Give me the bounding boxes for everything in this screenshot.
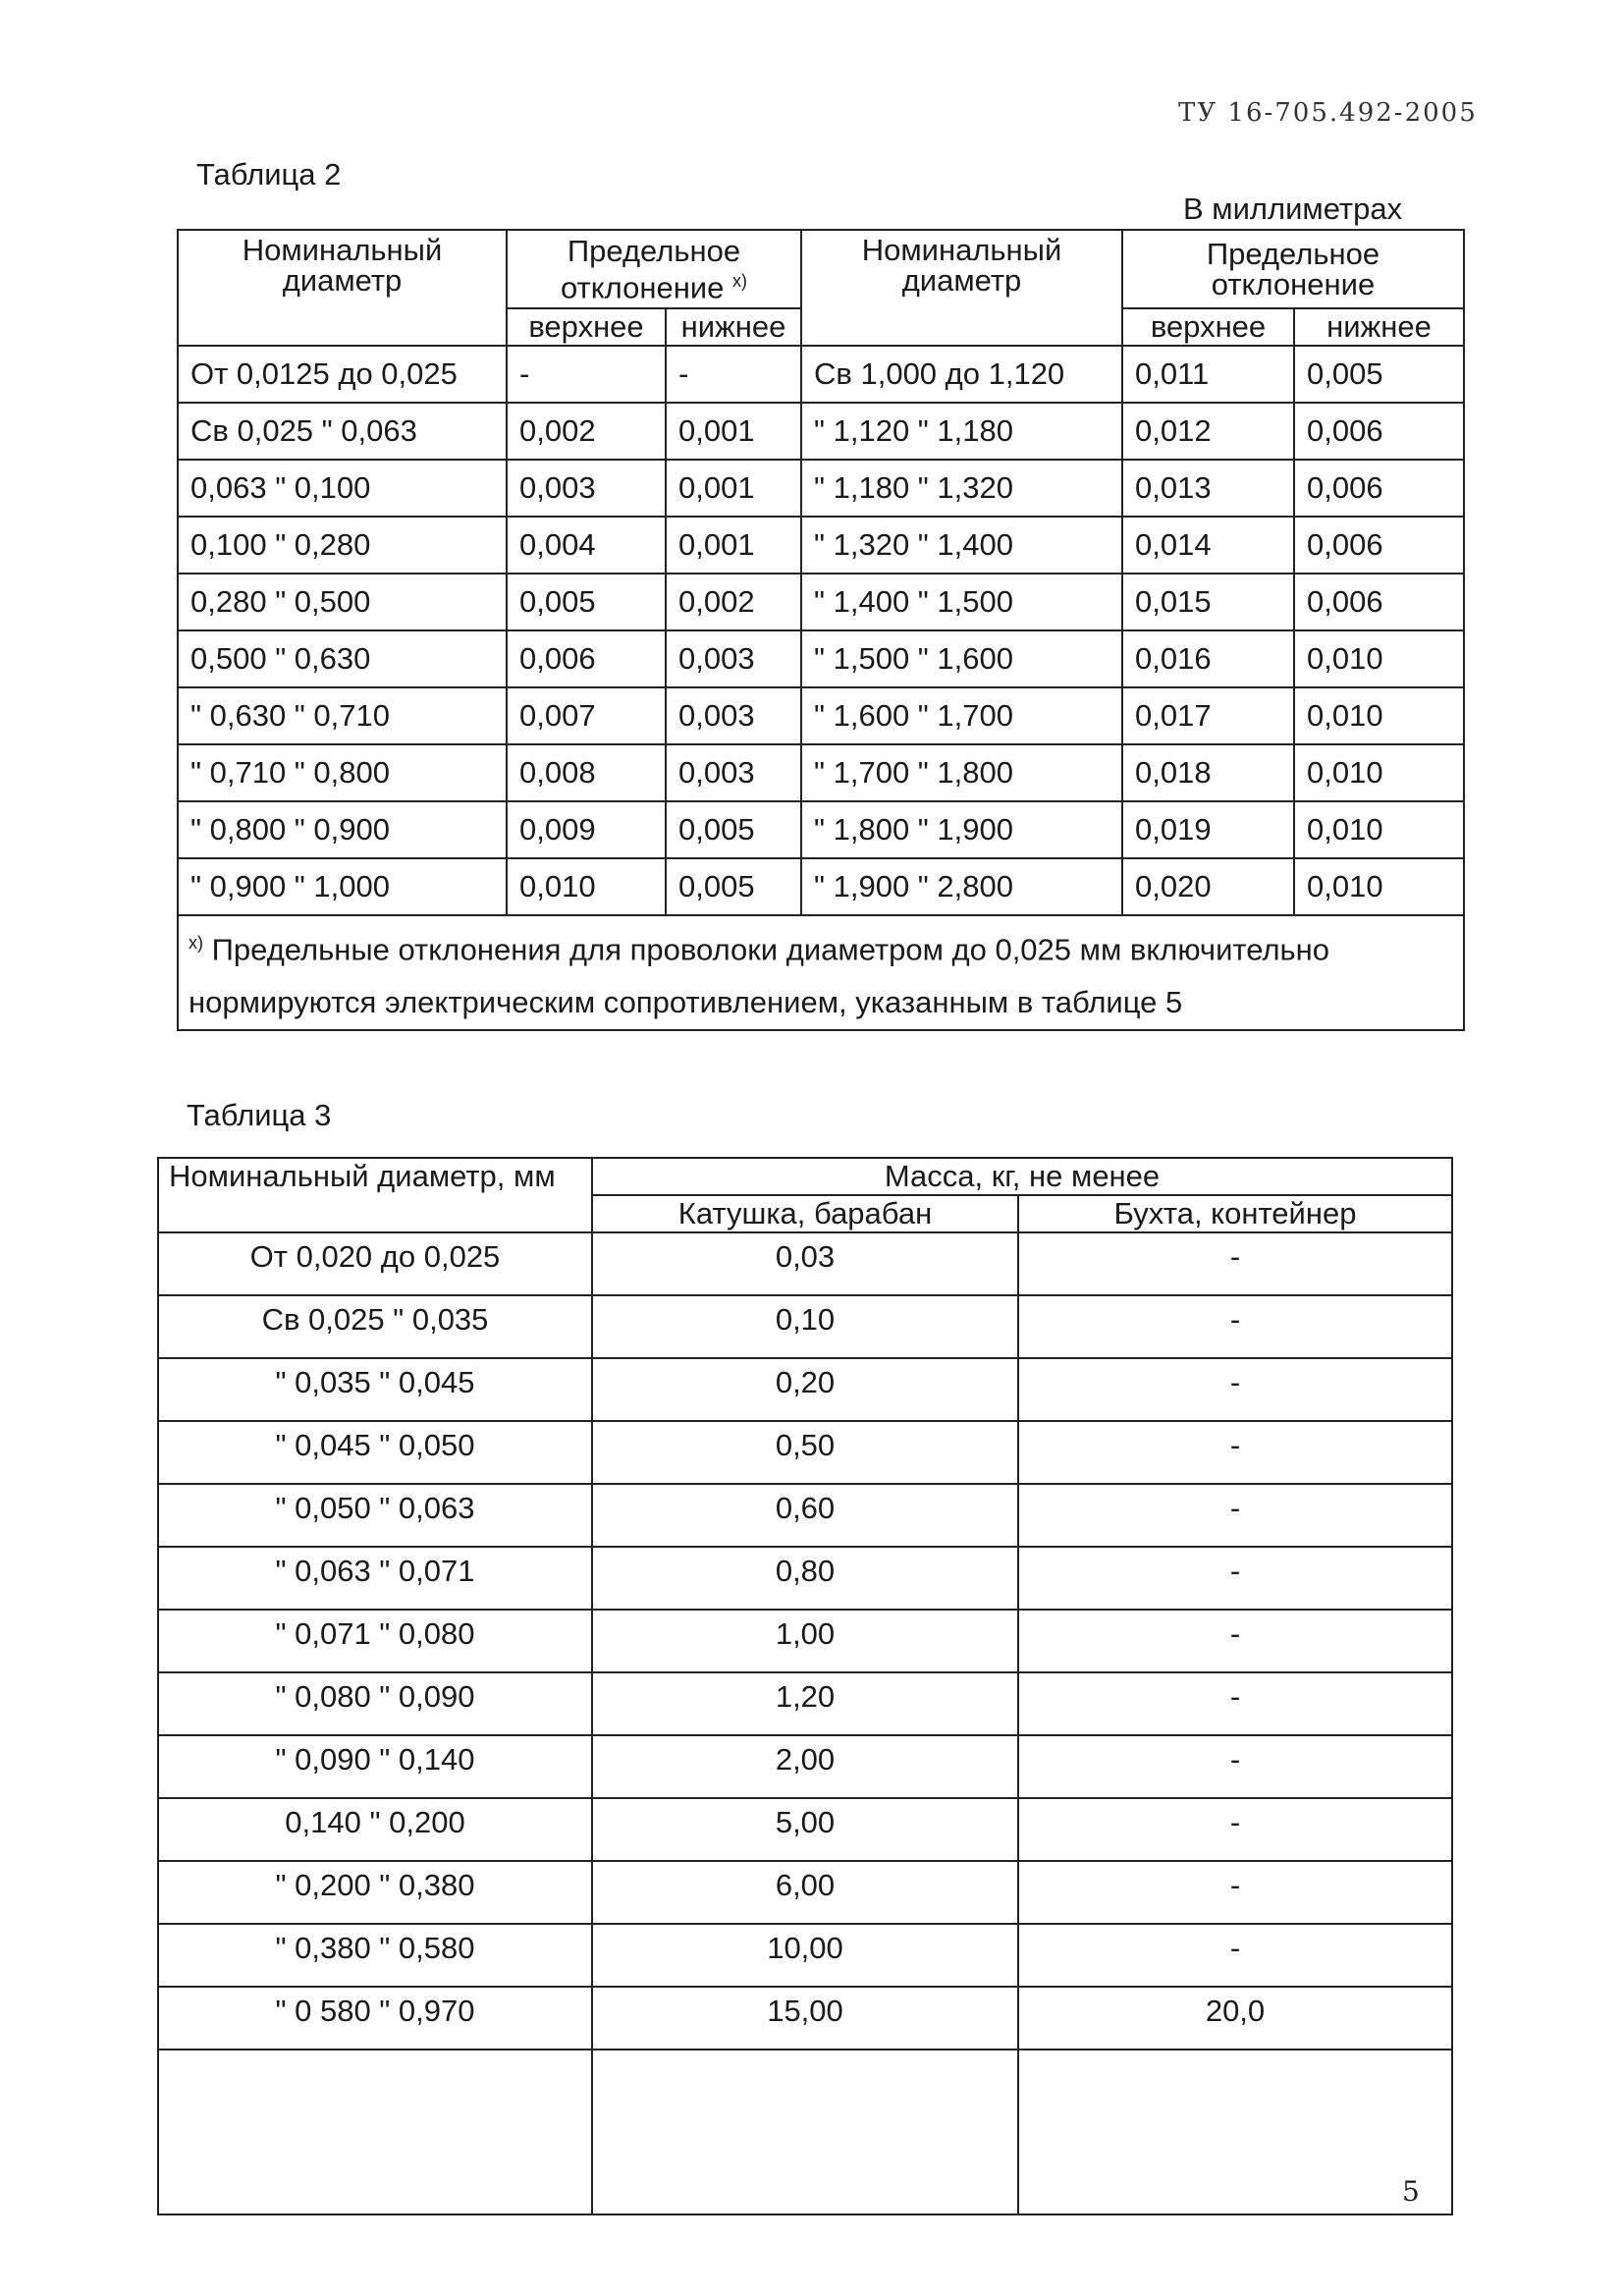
header-lower-1: нижнее: [666, 308, 801, 346]
diameter-range-cell: " 1,180 " 1,320: [801, 460, 1122, 517]
table-row: [158, 1798, 1452, 1861]
header-deviation-2: Предельное отклонение: [1122, 230, 1464, 308]
table-row: [158, 1672, 1452, 1735]
table-row: [178, 403, 1464, 460]
upper-deviation-cell: 0,019: [1122, 801, 1294, 858]
lower-deviation-cell: 0,005: [1294, 346, 1464, 403]
spool-mass-cell: 1,20: [592, 1672, 1018, 1735]
table-row: [178, 744, 1464, 801]
lower-deviation-cell: 0,010: [1294, 744, 1464, 801]
coil-mass-cell: -: [1018, 1735, 1452, 1798]
lower-deviation-cell: 0,003: [666, 630, 801, 687]
spool-mass-cell: 0,50: [592, 1421, 1018, 1484]
table2-footnote: $^{x)}$ Предельные отклонения для проволоки диаметром до 0,025 мм включительно нормируются электрическим сопротивлением, указанным в таблице 5: [178, 915, 1464, 1030]
diameter-range-cell: " 1,900 " 2,800: [801, 858, 1122, 915]
diameter-range-cell: Св 0,025 " 0,035: [158, 1295, 592, 1358]
table-row: [158, 1610, 1452, 1672]
diameter-range-cell: " 0,080 " 0,090: [158, 1672, 592, 1735]
diameter-range-cell: " 0,090 " 0,140: [158, 1735, 592, 1798]
upper-deviation-cell: 0,007: [507, 687, 666, 744]
lower-deviation-cell: 0,010: [1294, 801, 1464, 858]
spool-mass-cell: 1,00: [592, 1610, 1018, 1672]
spool-mass-cell: 0,60: [592, 1484, 1018, 1547]
diameter-range-cell: 0,500 " 0,630: [178, 630, 507, 687]
table-row: [178, 630, 1464, 687]
upper-deviation-cell: 0,008: [507, 744, 666, 801]
diameter-range-cell: 0,100 " 0,280: [178, 517, 507, 574]
header-nominal-diameter-2: Номинальный диаметр: [801, 230, 1122, 346]
diameter-range-cell: 0,140 " 0,200: [158, 1798, 592, 1861]
lower-deviation-cell: 0,003: [666, 744, 801, 801]
diameter-range-cell: От 0,020 до 0,025: [158, 1232, 592, 1295]
table-row: [178, 460, 1464, 517]
coil-mass-cell: -: [1018, 1610, 1452, 1672]
diameter-range-cell: " 1,800 " 1,900: [801, 801, 1122, 858]
lower-deviation-cell: 0,005: [666, 801, 801, 858]
diameter-range-cell: " 0,900 " 1,000: [178, 858, 507, 915]
diameter-range-cell: " 0 580 " 0,970: [158, 1987, 592, 2050]
diameter-range-cell: " 0,800 " 0,900: [178, 801, 507, 858]
spool-mass-cell: 0,03: [592, 1232, 1018, 1295]
table3-title: Таблица 3: [187, 1098, 332, 1132]
table-row: [178, 801, 1464, 858]
spool-mass-cell: 5,00: [592, 1798, 1018, 1861]
table2-title: Таблица 2: [196, 157, 342, 191]
upper-deviation-cell: 0,015: [1122, 574, 1294, 630]
table-row: [158, 1924, 1452, 1987]
diameter-range-cell: " 0,050 " 0,063: [158, 1484, 592, 1547]
note-mark: x): [732, 270, 747, 291]
empty-cell: [158, 2050, 592, 2214]
upper-deviation-cell: 0,006: [507, 630, 666, 687]
lower-deviation-cell: 0,010: [1294, 858, 1464, 915]
upper-deviation-cell: 0,004: [507, 517, 666, 574]
table-row: [158, 1358, 1452, 1421]
table-row: [158, 1232, 1452, 1295]
upper-deviation-cell: 0,003: [507, 460, 666, 517]
spool-mass-cell: 0,20: [592, 1358, 1018, 1421]
upper-deviation-cell: 0,017: [1122, 687, 1294, 744]
table2-units: В миллиметрах: [1183, 191, 1403, 226]
spool-mass-cell: 0,80: [592, 1547, 1018, 1610]
upper-deviation-cell: 0,005: [507, 574, 666, 630]
lower-deviation-cell: 0,006: [1294, 574, 1464, 630]
lower-deviation-cell: 0,002: [666, 574, 801, 630]
coil-mass-cell: -: [1018, 1547, 1452, 1610]
spool-mass-cell: 2,00: [592, 1735, 1018, 1798]
diameter-range-cell: " 0,630 " 0,710: [178, 687, 507, 744]
table-row: [158, 1295, 1452, 1358]
table-row: [178, 687, 1464, 744]
lower-deviation-cell: 0,001: [666, 403, 801, 460]
diameter-range-cell: От 0,0125 до 0,025: [178, 346, 507, 403]
coil-mass-cell: -: [1018, 1798, 1452, 1861]
lower-deviation-cell: 0,006: [1294, 517, 1464, 574]
upper-deviation-cell: 0,012: [1122, 403, 1294, 460]
diameter-range-cell: " 1,700 " 1,800: [801, 744, 1122, 801]
table-row: [158, 1547, 1452, 1610]
tolerance-table: [177, 229, 1465, 1031]
diameter-range-cell: " 1,120 " 1,180: [801, 403, 1122, 460]
lower-deviation-cell: 0,006: [1294, 460, 1464, 517]
upper-deviation-cell: 0,002: [507, 403, 666, 460]
header-upper-2: верхнее: [1122, 308, 1294, 346]
lower-deviation-cell: -: [666, 346, 801, 403]
diameter-range-cell: " 0,710 " 0,800: [178, 744, 507, 801]
diameter-range-cell: " 1,320 " 1,400: [801, 517, 1122, 574]
coil-mass-cell: -: [1018, 1295, 1452, 1358]
diameter-range-cell: 0,063 " 0,100: [178, 460, 507, 517]
upper-deviation-cell: 0,018: [1122, 744, 1294, 801]
empty-cell: [592, 2050, 1018, 2214]
diameter-range-cell: " 1,500 " 1,600: [801, 630, 1122, 687]
upper-deviation-cell: 0,013: [1122, 460, 1294, 517]
diameter-range-cell: Св 0,025 " 0,063: [178, 403, 507, 460]
coil-mass-cell: -: [1018, 1672, 1452, 1735]
diameter-range-cell: " 0,071 " 0,080: [158, 1610, 592, 1672]
diameter-range-cell: " 0,045 " 0,050: [158, 1421, 592, 1484]
diameter-range-cell: " 1,600 " 1,700: [801, 687, 1122, 744]
header-upper-1: верхнее: [507, 308, 666, 346]
table-row: [158, 1421, 1452, 1484]
lower-deviation-cell: 0,003: [666, 687, 801, 744]
document-code: ТУ 16-705.492-2005: [1178, 98, 1478, 128]
header-nominal-diameter-1: Номинальный диаметр: [178, 230, 507, 346]
table-row: [158, 1735, 1452, 1798]
upper-deviation-cell: 0,016: [1122, 630, 1294, 687]
header-spool: Катушка, барабан: [592, 1195, 1018, 1232]
table-row: [158, 1987, 1452, 2050]
diameter-range-cell: " 0,063 " 0,071: [158, 1547, 592, 1610]
coil-mass-cell: -: [1018, 1232, 1452, 1295]
coil-mass-cell: -: [1018, 1484, 1452, 1547]
coil-mass-cell: -: [1018, 1358, 1452, 1421]
upper-deviation-cell: -: [507, 346, 666, 403]
header-coil: Бухта, контейнер: [1018, 1195, 1452, 1232]
upper-deviation-cell: 0,014: [1122, 517, 1294, 574]
coil-mass-cell: -: [1018, 1421, 1452, 1484]
header-nominal-diameter: Номинальный диаметр, мм: [158, 1158, 592, 1232]
spool-mass-cell: 0,10: [592, 1295, 1018, 1358]
coil-mass-cell: 20,0: [1018, 1987, 1452, 2050]
lower-deviation-cell: 0,001: [666, 460, 801, 517]
page-number: 5: [1402, 2175, 1420, 2208]
upper-deviation-cell: 0,020: [1122, 858, 1294, 915]
spool-mass-cell: 6,00: [592, 1861, 1018, 1924]
lower-deviation-cell: 0,010: [1294, 687, 1464, 744]
table-row: [158, 1484, 1452, 1547]
diameter-range-cell: " 0,035 " 0,045: [158, 1358, 592, 1421]
diameter-range-cell: 0,280 " 0,500: [178, 574, 507, 630]
upper-deviation-cell: 0,010: [507, 858, 666, 915]
header-lower-2: нижнее: [1294, 308, 1464, 346]
coil-mass-cell: -: [1018, 1924, 1452, 1987]
spool-mass-cell: 10,00: [592, 1924, 1018, 1987]
lower-deviation-cell: 0,010: [1294, 630, 1464, 687]
mass-table: [157, 1157, 1453, 2215]
lower-deviation-cell: 0,005: [666, 858, 801, 915]
lower-deviation-cell: 0,001: [666, 517, 801, 574]
table-row: [178, 346, 1464, 403]
table-row: [178, 574, 1464, 630]
diameter-range-cell: " 1,400 " 1,500: [801, 574, 1122, 630]
spool-mass-cell: 15,00: [592, 1987, 1018, 2050]
table-row: [178, 517, 1464, 574]
upper-deviation-cell: 0,011: [1122, 346, 1294, 403]
diameter-range-cell: Св 1,000 до 1,120: [801, 346, 1122, 403]
lower-deviation-cell: 0,006: [1294, 403, 1464, 460]
header-deviation-1: Предельное отклонение $^{x)}$: [507, 230, 801, 308]
table-row: [158, 1861, 1452, 1924]
table-row: [178, 858, 1464, 915]
coil-mass-cell: -: [1018, 1861, 1452, 1924]
empty-cell: [1018, 2050, 1452, 2214]
diameter-range-cell: " 0,200 " 0,380: [158, 1861, 592, 1924]
header-mass: Масса, кг, не менее: [592, 1158, 1452, 1195]
diameter-range-cell: " 0,380 " 0,580: [158, 1924, 592, 1987]
upper-deviation-cell: 0,009: [507, 801, 666, 858]
